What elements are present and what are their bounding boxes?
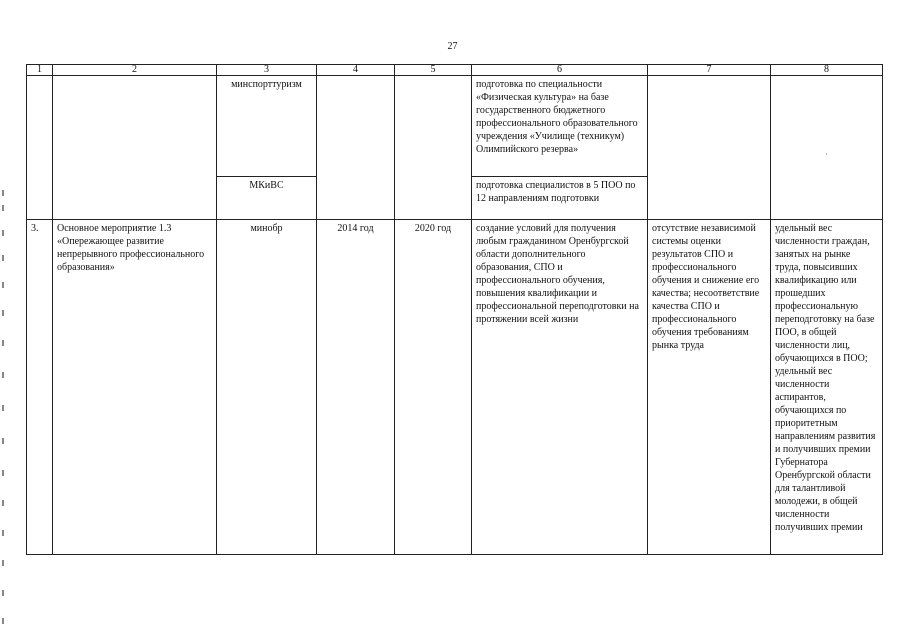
table-row [27,220,883,555]
num-cell [27,76,53,220]
header-cell: 5 [395,65,472,76]
executor-cell: минспорттуризм [217,76,317,177]
header-cell: 3 [217,65,317,76]
start-cell [317,76,395,220]
measure-result: создание условий для получения любым гражданином Оренбургской области дополнительного образования, СПО и профессионального обучения, повышения квалификации и профессиональной переподготовки на протяжении всей жизни [472,220,648,555]
header-row [27,65,883,76]
consequences-cell [648,76,771,220]
end-cell [395,76,472,220]
name-cell [53,76,217,220]
measure-consequences: отсутствие независимой системы оценки результатов СПО и профессионального обучения и снижение его качества; несоответствие качества СПО и профессионального обучения требованиям рынка труда [648,220,771,555]
header-cell: 7 [648,65,771,76]
header-cell: 6 [472,65,648,76]
content-cell: подготовка по специальности «Физическая культура» на базе государственного бюджетного профессионального образовательного учреждения «Училище (техникум) Олимпийского резерва» [472,76,648,177]
header-cell: 1 [27,65,53,76]
measure-start: 2014 год [317,220,395,555]
dot-mark: · [825,150,828,159]
content-cell: подготовка специалистов в 5 ПОО по 12 направлениям подготовки [472,177,648,220]
measure-indicators: удельный вес численности граждан, занятых на рынке труда, повысивших квалификацию или прошедших профессиональную переподготовку на базе ПОО, в общей численности лиц, обучающихся в ПОО; удельный вес численности аспирантов, обучающихся по приоритетным направлениям развития и получивших премии Губернатора Оренбургской области для талантливой молодежи, в общей численности получивших премии [771,220,883,555]
header-cell: 8 [771,65,883,76]
measure-name: Основное мероприятие 1.3 «Опережающее развитие непрерывного профессионального образования» [53,220,217,555]
header-cell: 4 [317,65,395,76]
continuation-row [27,76,883,177]
measure-executor: минобр [217,220,317,555]
header-cell: 2 [53,65,217,76]
page-number: 27 [447,41,458,52]
measure-end: 2020 год [395,220,472,555]
measures-table [26,64,883,555]
indicators-cell [771,76,883,220]
executor-cell: МКиВС [217,177,317,220]
row-number: 3. [27,220,53,555]
